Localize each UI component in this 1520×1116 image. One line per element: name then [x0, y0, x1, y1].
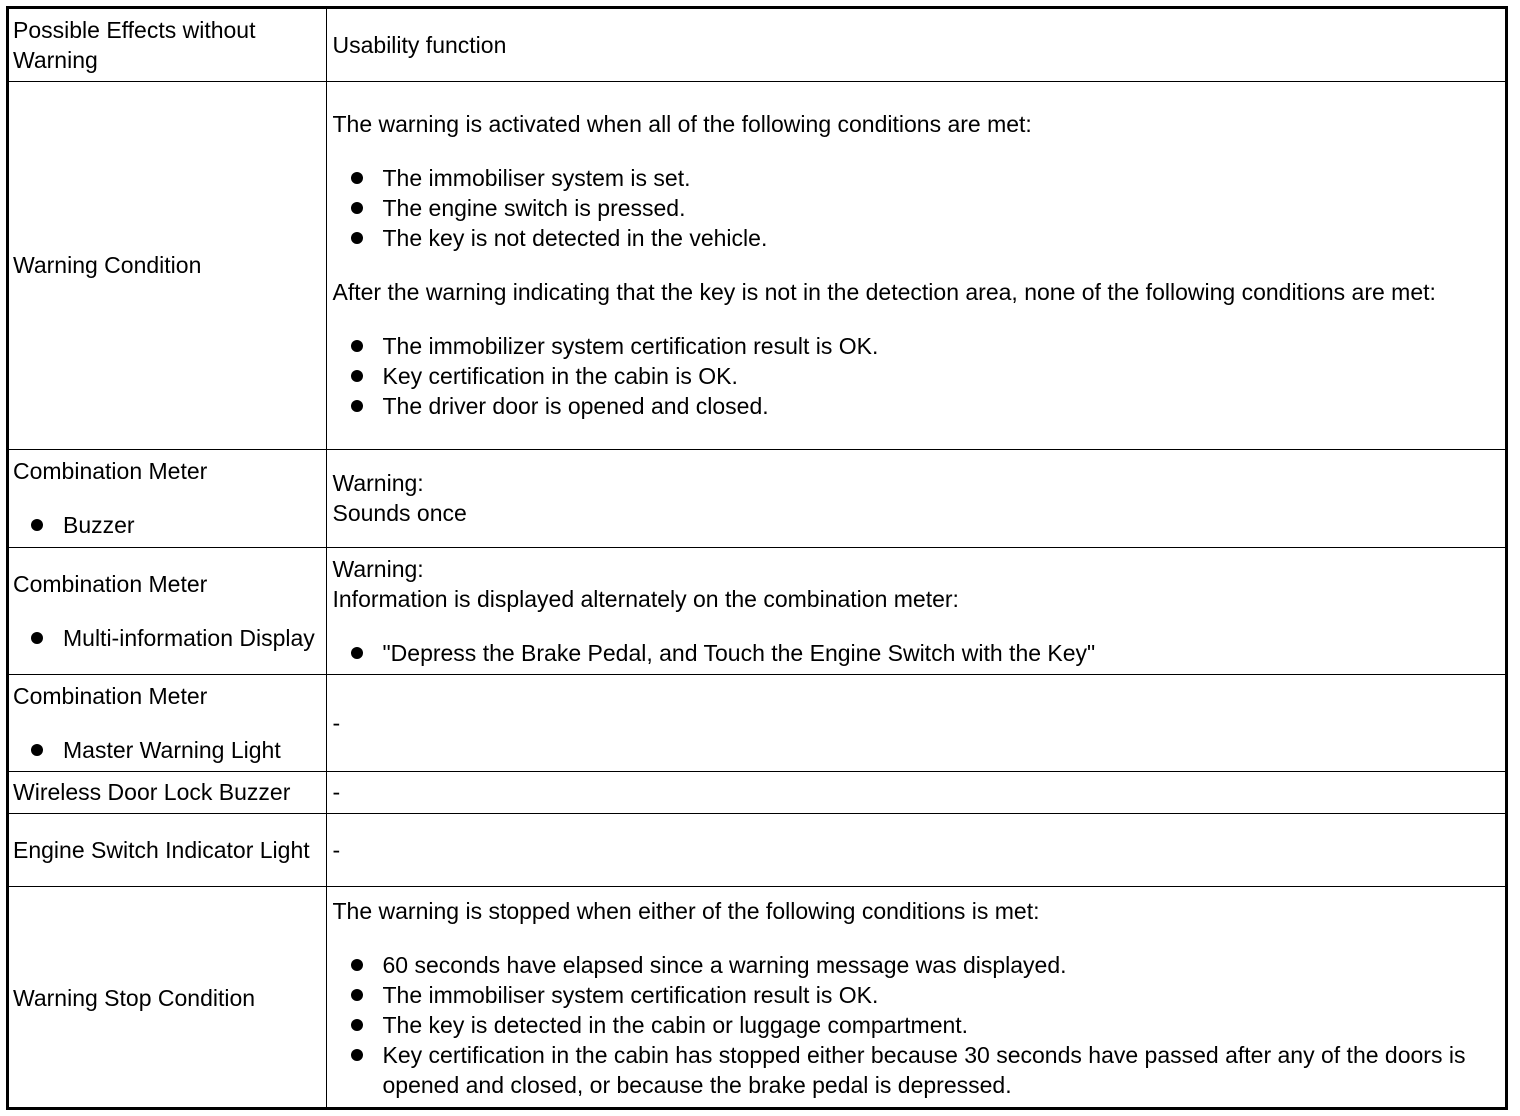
bullet-icon: [31, 519, 43, 531]
table-row: [9, 674, 1505, 771]
table-row: [9, 547, 1505, 674]
row-value-text: Sounds once: [332, 500, 467, 526]
list-item: [350, 331, 1500, 361]
list-item-text: 60 seconds have elapsed since a warning message was displayed.: [382, 952, 1067, 979]
warning-spec-table: [6, 6, 1508, 1110]
list-item-text: Master Warning Light: [63, 736, 281, 763]
list-item: [350, 1040, 1500, 1100]
table-row: [9, 449, 1505, 547]
row-label: [9, 81, 326, 449]
row-label: [9, 449, 326, 547]
bullet-icon: [351, 1019, 363, 1031]
bullet-icon: [351, 1049, 363, 1061]
table-row: [9, 886, 1505, 1110]
list-item-text: Buzzer: [63, 512, 135, 538]
list-item: [30, 623, 320, 653]
label-sublist: [13, 623, 320, 653]
bullet-icon: [351, 202, 363, 214]
row-label-text: Wireless Door Lock Buzzer: [13, 779, 291, 805]
list-item: [350, 223, 1500, 253]
stop-intro: The warning is stopped when either of the following conditions is met:: [332, 898, 1040, 925]
list-item: [350, 1010, 1500, 1040]
row-label-text: Possible Effects without Warning: [13, 16, 256, 73]
row-value: [326, 674, 1505, 771]
row-label: [9, 813, 326, 886]
list-item: [30, 510, 320, 540]
list-item-text: The engine switch is pressed.: [382, 195, 686, 221]
list-item-text: The driver door is opened and closed.: [382, 393, 769, 419]
list-item: [350, 950, 1500, 980]
list-item: [350, 980, 1500, 1010]
label-sublist: [13, 510, 320, 540]
bullet-icon: [351, 989, 363, 1001]
bullet-icon: [31, 744, 43, 756]
row-label-text: Warning Stop Condition: [13, 985, 256, 1012]
condition-middle: After the warning indicating that the key is not in the detection area, none of the following conditions are met:: [332, 279, 1436, 305]
row-value: [326, 547, 1505, 674]
row-value-text: Warning:: [332, 555, 424, 582]
condition-list-2: [333, 331, 1500, 421]
row-label-text: Engine Switch Indicator Light: [13, 836, 310, 863]
list-item-text: "Depress the Brake Pedal, and Touch the Engine Switch with the Key": [382, 639, 1096, 666]
row-value: [326, 886, 1505, 1110]
row-label: [9, 547, 326, 674]
list-item-text: The immobilizer system certification result is OK.: [382, 333, 879, 359]
row-value: [326, 771, 1505, 813]
bullet-icon: [351, 172, 363, 184]
row-value-text: Usability function: [332, 31, 507, 58]
row-value-text: -: [332, 836, 341, 863]
row-value: [326, 9, 1505, 81]
list-item: [350, 391, 1500, 421]
row-value-text: -: [332, 709, 341, 736]
bullet-icon: [351, 959, 363, 971]
label-sublist: [13, 735, 320, 765]
condition-intro: The warning is activated when all of the following conditions are met:: [332, 111, 1032, 137]
row-label: [9, 9, 326, 81]
table-row: [9, 771, 1505, 813]
list-item-text: The immobiliser system is set.: [382, 165, 691, 191]
row-label: [9, 886, 326, 1110]
bullet-icon: [351, 647, 363, 659]
row-label-text: Combination Meter: [13, 570, 208, 597]
bullet-icon: [351, 340, 363, 352]
table-row: [9, 813, 1505, 886]
row-value: [326, 813, 1505, 886]
list-item-text: Key certification in the cabin has stopped either because 30 seconds have passed after any of the doors is opened and closed, or because the brake pedal is depressed.: [382, 1042, 1466, 1099]
list-item: [350, 193, 1500, 223]
row-label: [9, 771, 326, 813]
bullet-icon: [31, 632, 43, 644]
row-label-text: Combination Meter: [13, 682, 208, 709]
bullet-icon: [351, 400, 363, 412]
list-item-text: Multi-information Display: [63, 624, 315, 651]
row-label-text: Combination Meter: [13, 458, 208, 484]
row-label-text: Warning Condition: [13, 252, 202, 278]
row-value-text: Warning:: [332, 470, 424, 496]
list-item: [350, 361, 1500, 391]
row-value-text: Information is displayed alternately on the combination meter:: [332, 585, 959, 612]
row-value: [326, 81, 1505, 449]
stop-list: [333, 950, 1500, 1100]
bullet-icon: [351, 232, 363, 244]
row-value-text: -: [332, 779, 341, 805]
list-item: [350, 638, 1500, 668]
bullet-icon: [351, 370, 363, 382]
list-item: [30, 735, 320, 765]
row-value: [326, 449, 1505, 547]
list-item-text: Key certification in the cabin is OK.: [382, 363, 738, 389]
table-row: [9, 81, 1505, 449]
row-label: [9, 674, 326, 771]
condition-list-1: [333, 163, 1500, 253]
list-item-text: The immobiliser system certification result is OK.: [382, 982, 879, 1009]
list-item-text: The key is not detected in the vehicle.: [382, 225, 768, 251]
list-item-text: The key is detected in the cabin or luggage compartment.: [382, 1012, 969, 1039]
table-row: [9, 9, 1505, 81]
mid-list: [333, 638, 1500, 668]
list-item: [350, 163, 1500, 193]
